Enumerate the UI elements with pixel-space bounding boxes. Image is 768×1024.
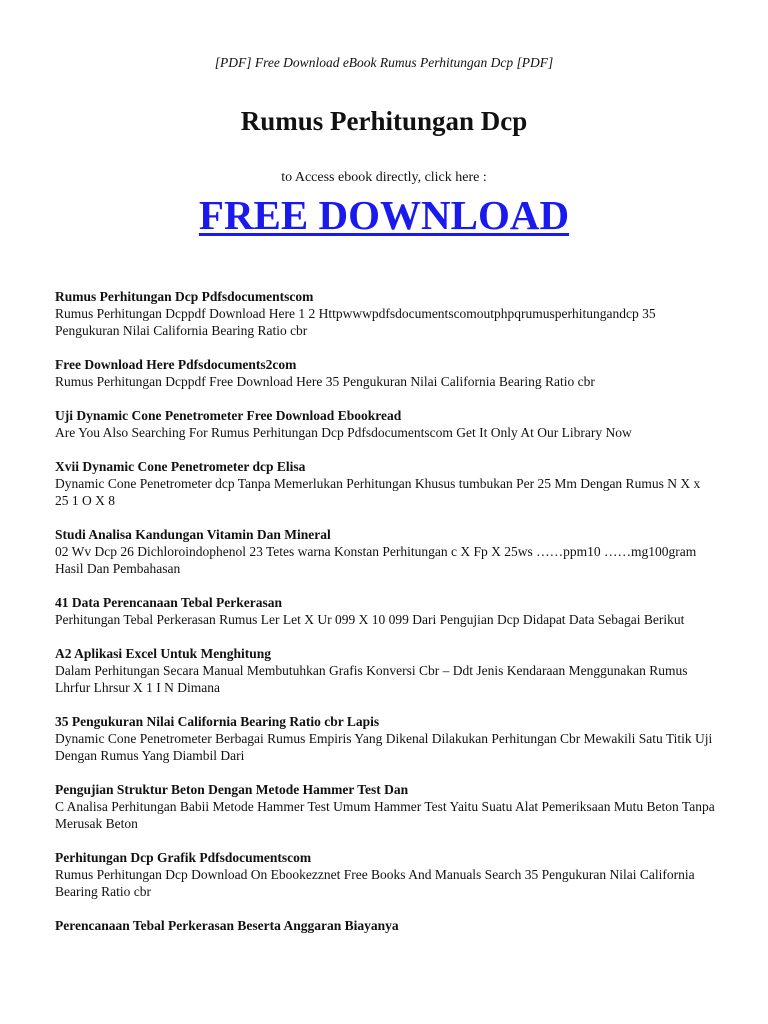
page-title: Rumus Perhitungan Dcp xyxy=(240,106,528,136)
entry-description: Dynamic Cone Penetrometer dcp Tanpa Memerlukan Perhitungan Khusus tumbukan Per 25 Mm Dengan Rumus N X x 25 1 O X 8 xyxy=(55,476,701,508)
entry-description: 02 Wv Dcp 26 Dichloroindophenol 23 Tetes warna Konstan Perhitungan c X Fp X 25ws ……ppm10 ……mg100gram Hasil Dan Pembahasan xyxy=(55,544,697,576)
list-item xyxy=(55,594,715,628)
entry-title: 41 Data Perencanaan Tebal Perkerasan xyxy=(55,595,282,610)
entry-title: Xvii Dynamic Cone Penetrometer dcp Elisa xyxy=(55,459,306,474)
access-instruction: to Access ebook directly, click here : xyxy=(281,170,487,185)
entry-description: Rumus Perhitungan Dcppdf Free Download Here 35 Pengukuran Nilai California Bearing Ratio cbr xyxy=(55,374,595,389)
list-item xyxy=(55,288,715,339)
list-item xyxy=(55,713,715,764)
entry-description: Dynamic Cone Penetrometer Berbagai Rumus Empiris Yang Dikenal Dilakukan Perhitungan Cbr Mewakili Satu Titik Uji Dengan Rumus Yang Diambil Dari xyxy=(55,731,713,763)
free-download-link[interactable]: FREE DOWNLOAD xyxy=(198,192,570,238)
entry-description: C Analisa Perhitungan Babii Metode Hammer Test Umum Hammer Test Yaitu Suatu Alat Pemeriksaan Mutu Beton Tanpa Merusak Beton xyxy=(55,799,715,831)
list-item xyxy=(55,849,715,900)
entry-title: Pengujian Struktur Beton Dengan Metode Hammer Test Dan xyxy=(55,782,409,797)
entry-description: Dalam Perhitungan Secara Manual Membutuhkan Grafis Konversi Cbr – Ddt Jenis Kendaraan Menggunakan Rumus Lhrfur Lhrsur X 1 I N Dimana xyxy=(55,663,688,695)
list-item xyxy=(55,917,715,934)
entry-description: Are You Also Searching For Rumus Perhitungan Dcp Pdfsdocumentscom Get It Only At Our Library Now xyxy=(55,425,632,440)
list-item xyxy=(55,781,715,832)
entry-title: Rumus Perhitungan Dcp Pdfsdocumentscom xyxy=(55,289,314,304)
list-item xyxy=(55,407,715,441)
entry-description: Rumus Perhitungan Dcppdf Download Here 1 2 Httpwwwpdfsdocumentscomoutphpqrumusperhitungandcp 35 Pengukuran Nilai California Bearing Ratio cbr xyxy=(55,306,656,338)
entry-list xyxy=(55,288,715,951)
list-item xyxy=(55,356,715,390)
list-item xyxy=(55,458,715,509)
entry-title: Uji Dynamic Cone Penetrometer Free Download Ebookread xyxy=(55,408,402,423)
entry-title: Perhitungan Dcp Grafik Pdfsdocumentscom xyxy=(55,850,312,865)
list-item xyxy=(55,645,715,696)
entry-description: Perhitungan Tebal Perkerasan Rumus Ler Let X Ur 099 X 10 099 Dari Pengujian Dcp Didapat Data Sebagai Berikut xyxy=(55,612,685,627)
page-header: [PDF] Free Download eBook Rumus Perhitungan Dcp [PDF] xyxy=(214,55,554,70)
entry-title: 35 Pengukuran Nilai California Bearing Ratio cbr Lapis xyxy=(55,714,380,729)
entry-description: Rumus Perhitungan Dcp Download On Ebookezznet Free Books And Manuals Search 35 Pengukuran Nilai California Bearing Ratio cbr xyxy=(55,867,695,899)
entry-title: Free Download Here Pdfsdocuments2com xyxy=(55,357,297,372)
entry-title: Studi Analisa Kandungan Vitamin Dan Mineral xyxy=(55,527,331,542)
list-item xyxy=(55,526,715,577)
entry-title: Perencanaan Tebal Perkerasan Beserta Anggaran Biayanya xyxy=(55,918,399,933)
entry-title: A2 Aplikasi Excel Untuk Menghitung xyxy=(55,646,272,661)
